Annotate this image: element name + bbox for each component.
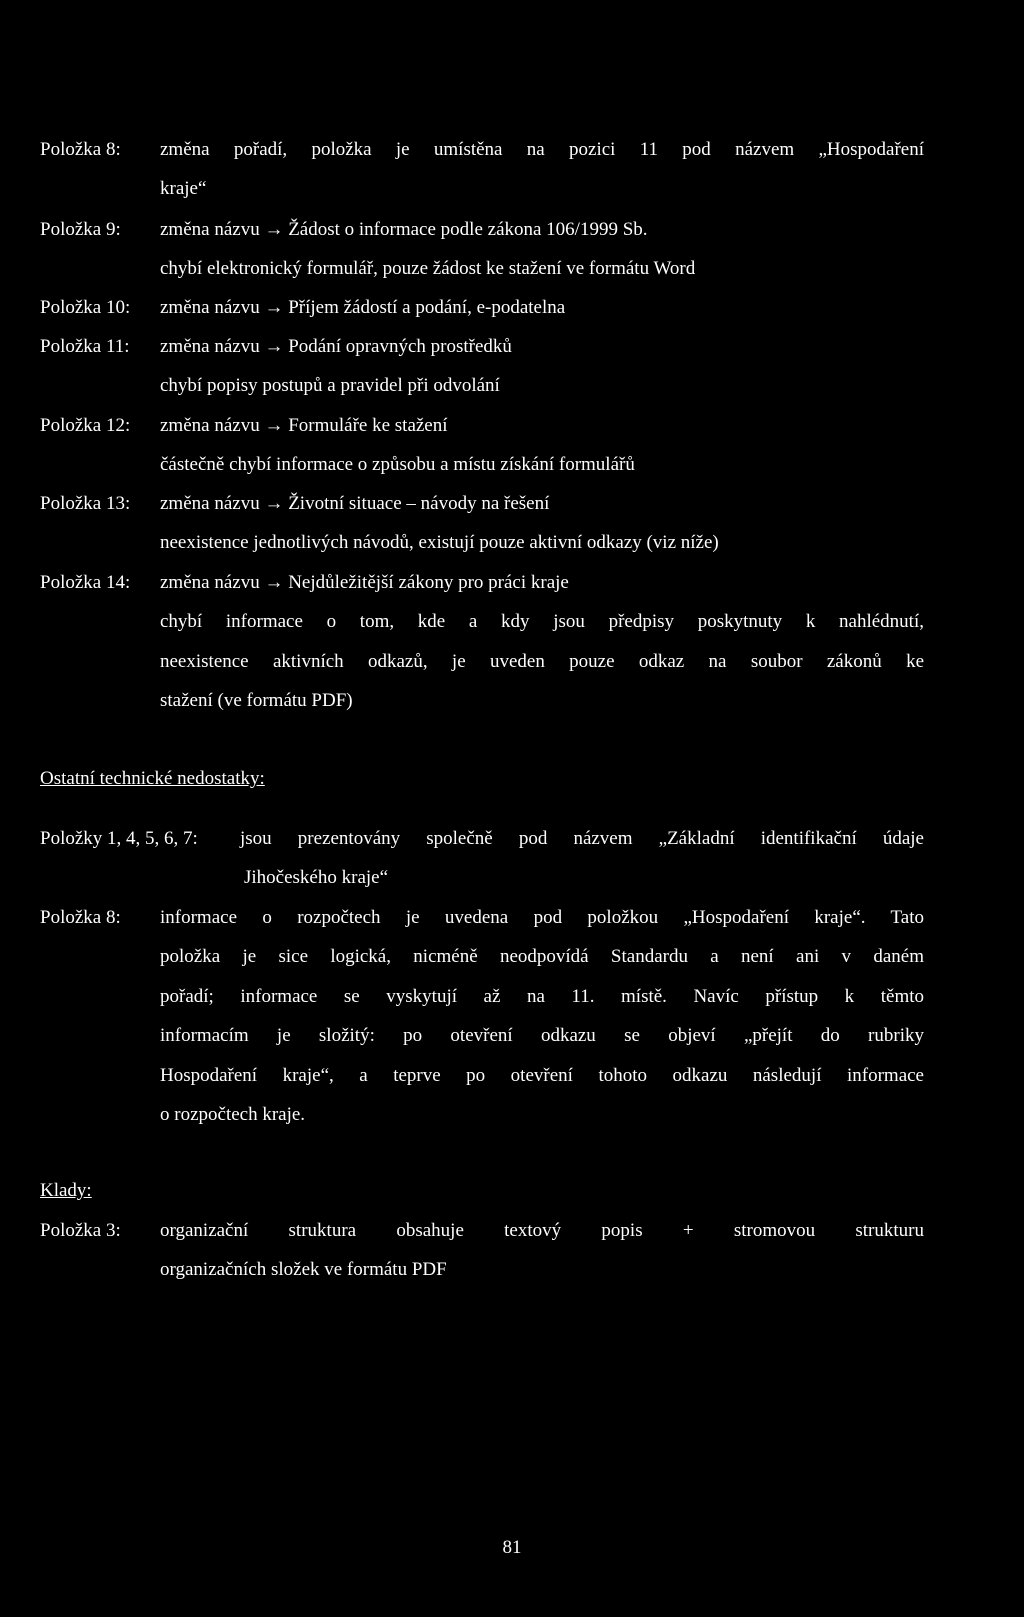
item-label: Položka 12: xyxy=(40,415,131,436)
item-label: Položka 13: xyxy=(40,493,131,514)
item-label: Položka 14: xyxy=(40,572,131,593)
item-text-line: neexistence aktivních odkazů, je uveden pouze odkaz na soubor zákonů ke xyxy=(160,651,924,672)
item-text-line: jsou prezentovány společně pod názvem „Základní identifikační údaje xyxy=(240,828,924,849)
item-text-line: změna názvu → Příjem žádostí a podání, e-podatelna xyxy=(160,297,566,318)
item-text-line: stažení (ve formátu PDF) xyxy=(160,690,353,711)
page-number: 81 xyxy=(502,1537,522,1558)
item-text-line: změna názvu → Žádost o informace podle zákona 106/1999 Sb. xyxy=(160,219,648,240)
item-label: Položka 11: xyxy=(40,336,130,357)
section-heading: Ostatní technické nedostatky: xyxy=(40,768,265,789)
item-text-line: částečně chybí informace o způsobu a místu získání formulářů xyxy=(160,454,635,475)
item-text-line: neexistence jednotlivých návodů, existují pouze aktivní odkazy (viz níže) xyxy=(160,532,719,553)
item-label: Položky 1, 4, 5, 6, 7: xyxy=(40,828,198,849)
item-label: Položka 10: xyxy=(40,297,131,318)
item-label: Položka 9: xyxy=(40,219,121,240)
item-text-line: změna názvu → Formuláře ke stažení xyxy=(160,415,448,436)
item-text-line: změna názvu → Podání opravných prostředků xyxy=(160,336,512,357)
item-text-line: změna názvu → Nejdůležitější zákony pro práci kraje xyxy=(160,572,569,593)
item-label: Položka 8: xyxy=(40,907,121,928)
item-text-line: informacím je složitý: po otevření odkazu se objeví „přejít do rubriky xyxy=(160,1025,924,1046)
item-text-line: položka je sice logická, nicméně neodpovídá Standardu a není ani v daném xyxy=(160,946,924,967)
item-text-line: organizačních složek ve formátu PDF xyxy=(160,1259,447,1280)
item-text-line: Jihočeského kraje“ xyxy=(244,867,389,888)
item-text-line: Hospodaření kraje“, a teprve po otevření tohoto odkazu následují informace xyxy=(160,1065,924,1086)
item-text-line: chybí popisy postupů a pravidel při odvolání xyxy=(160,375,500,396)
item-text-line: chybí informace o tom, kde a kdy jsou předpisy poskytnuty k nahlédnutí, xyxy=(160,611,924,632)
item-text-line: chybí elektronický formulář, pouze žádost ke stažení ve formátu Word xyxy=(160,258,696,279)
item-text-line: změna názvu → Životní situace – návody na řešení xyxy=(160,493,550,514)
item-text-line: změna pořadí, položka je umístěna na pozici 11 pod názvem „Hospodaření xyxy=(160,139,924,160)
item-text-line: kraje“ xyxy=(160,178,207,199)
item-text-line: pořadí; informace se vyskytují až na 11. místě. Navíc přístup k těmto xyxy=(160,986,924,1007)
item-text-line: informace o rozpočtech je uvedena pod položkou „Hospodaření kraje“. Tato xyxy=(160,907,924,928)
item-label: Položka 8: xyxy=(40,139,121,160)
section-heading: Klady: xyxy=(40,1180,92,1201)
item-text-line: organizační struktura obsahuje textový popis + stromovou strukturu xyxy=(160,1220,924,1241)
item-text-line: o rozpočtech kraje. xyxy=(160,1104,306,1125)
item-label: Položka 3: xyxy=(40,1220,121,1241)
